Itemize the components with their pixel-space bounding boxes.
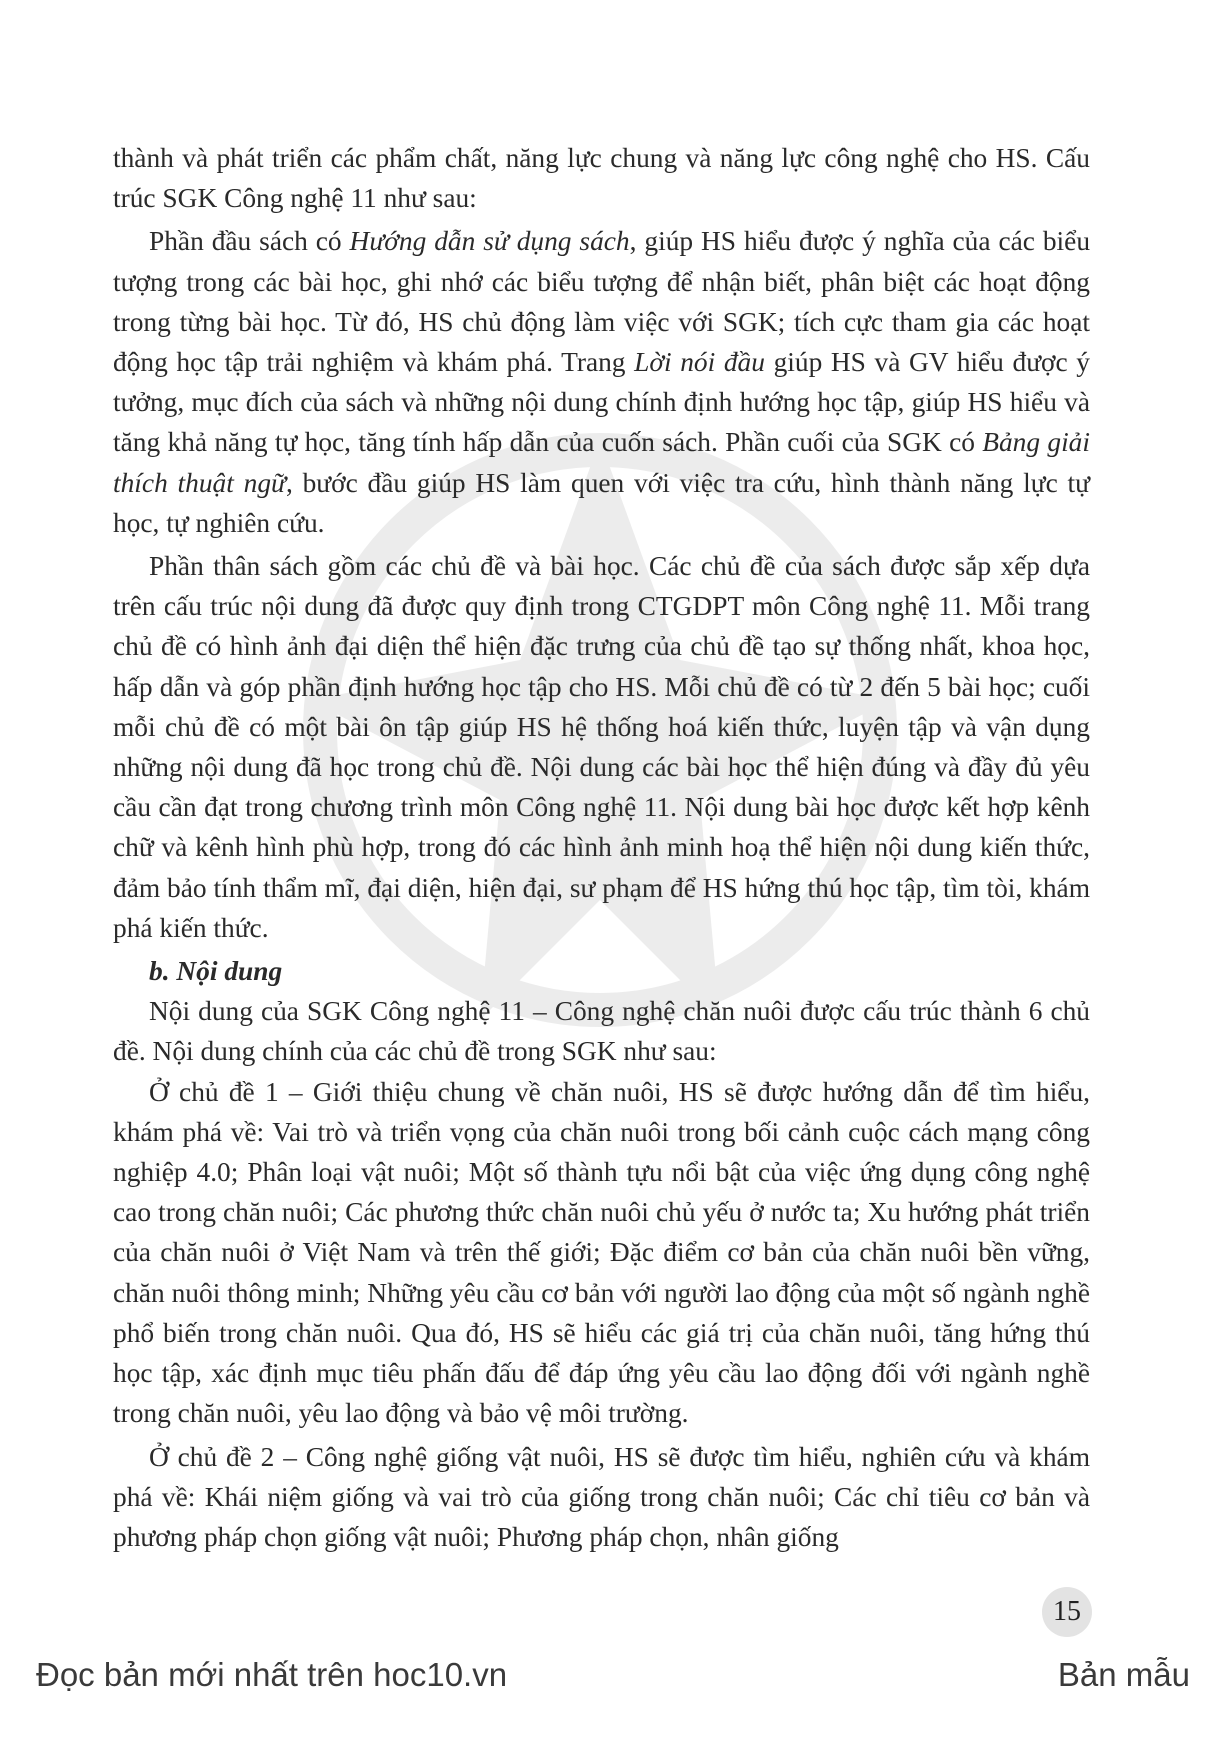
paragraph-topic-2: Ở chủ đề 2 – Công nghệ giống vật nuôi, HS sẽ được tìm hiểu, nghiên cứu và khám phá về: Khái niệm giống và vai trò của giống trong chăn nuôi; Các chỉ tiêu cơ bản và phương pháp chọn giống vật nuôi; Phương pháp chọn, nhân giống: [113, 1441, 1090, 1552]
page-number-badge: 15: [1042, 1587, 1092, 1637]
paragraph-book-parts: Phần đầu sách có Hướng dẫn sử dụng sách, giúp HS hiểu được ý nghĩa của các biểu tượng trong các bài học, ghi nhớ các biểu tượng để nhận biết, phân biệt các hoạt động trong từng bài học. Từ đó, HS chủ động làm việc với SGK; tích cực tham gia các hoạt động học tập trải nghiệm và khám phá. Trang Lời nói đầu giúp HS và GV hiểu được ý tưởng, mục đích của sách và những nội dung chính định hướng học tập, giúp HS hiểu và tăng khả năng tự học, tăng tính hấp dẫn của cuốn sách. Phần cuối của SGK có Bảng giải thích thuật ngữ, bước đầu giúp HS làm quen với việc tra cứu, hình thành năng lực tự học, tự nghiên cứu.: [113, 226, 1091, 538]
footer-sample-label: Bản mẫu: [1057, 1656, 1190, 1693]
term-preface: Lời nói đầu: [634, 347, 765, 378]
section-heading-content: b. Nội dung: [149, 956, 283, 987]
paragraph-intro: thành và phát triển các phẩm chất, năng lực chung và năng lực công nghệ cho HS. Cấu trúc SGK Công nghệ 11 như sau:: [113, 143, 1090, 214]
footer-read-latest-link[interactable]: Đọc bản mới nhất trên hoc10.vn: [36, 1656, 508, 1693]
term-usage-guide: Hướng dẫn sử dụng sách: [349, 226, 630, 257]
paragraph-book-body: Phần thân sách gồm các chủ đề và bài học. Các chủ đề của sách được sắp xếp dựa trên cấu trúc nội dung đã được quy định trong CTGDPT môn Công nghệ 11. Mỗi trang chủ đề có hình ảnh đại diện thể hiện đặc trưng của chủ đề tạo sự thống nhất, khoa học, hấp dẫn và góp phần định hướng học tập cho HS. Mỗi chủ đề có từ 2 đến 5 bài học; cuối mỗi chủ đề có một bài ôn tập giúp HS hệ thống hoá kiến thức, luyện tập và vận dụng những nội dung đã học trong chủ đề. Nội dung các bài học thể hiện đúng và đầy đủ yêu cầu cần đạt trong chương trình môn Công nghệ 11. Nội dung bài học được kết hợp kênh chữ và kênh hình phù hợp, trong đó các hình ảnh minh hoạ thể hiện nội dung kiến thức, đảm bảo tính thẩm mĩ, đại diện, hiện đại, sư phạm để HS hứng thú học tập, tìm tòi, khám phá kiến thức.: [113, 551, 1090, 943]
paragraph-content-overview: Nội dung của SGK Công nghệ 11 – Công nghệ chăn nuôi được cấu trúc thành 6 chủ đề. Nội dung chính của các chủ đề trong SGK như sau:: [113, 996, 1090, 1067]
term-glossary: Bảng giải thích thuật ngữ: [113, 427, 1090, 498]
document-body: [113, 138, 1090, 1557]
paragraph-topic-1: Ở chủ đề 1 – Giới thiệu chung về chăn nuôi, HS sẽ được hướng dẫn để tìm hiểu, khám phá về: Vai trò và triển vọng của chăn nuôi trong bối cảnh cuộc cách mạng công nghiệp 4.0; Phân loại vật nuôi; Một số thành tựu nổi bật của việc ứng dụng công nghệ cao trong chăn nuôi; Các phương thức chăn nuôi chủ yếu ở nước ta; Xu hướng phát triển của chăn nuôi ở Việt Nam và trên thế giới; Đặc điểm cơ bản của chăn nuôi bền vững, chăn nuôi thông minh; Những yêu cầu cơ bản với người lao động của một số ngành nghề phổ biến trong chăn nuôi. Qua đó, HS sẽ hiểu các giá trị của chăn nuôi, tăng hứng thú học tập, xác định mục tiêu phấn đấu để đáp ứng yêu cầu lao động đối với ngành nghề trong chăn nuôi, yêu lao động và bảo vệ môi trường.: [113, 1076, 1090, 1429]
